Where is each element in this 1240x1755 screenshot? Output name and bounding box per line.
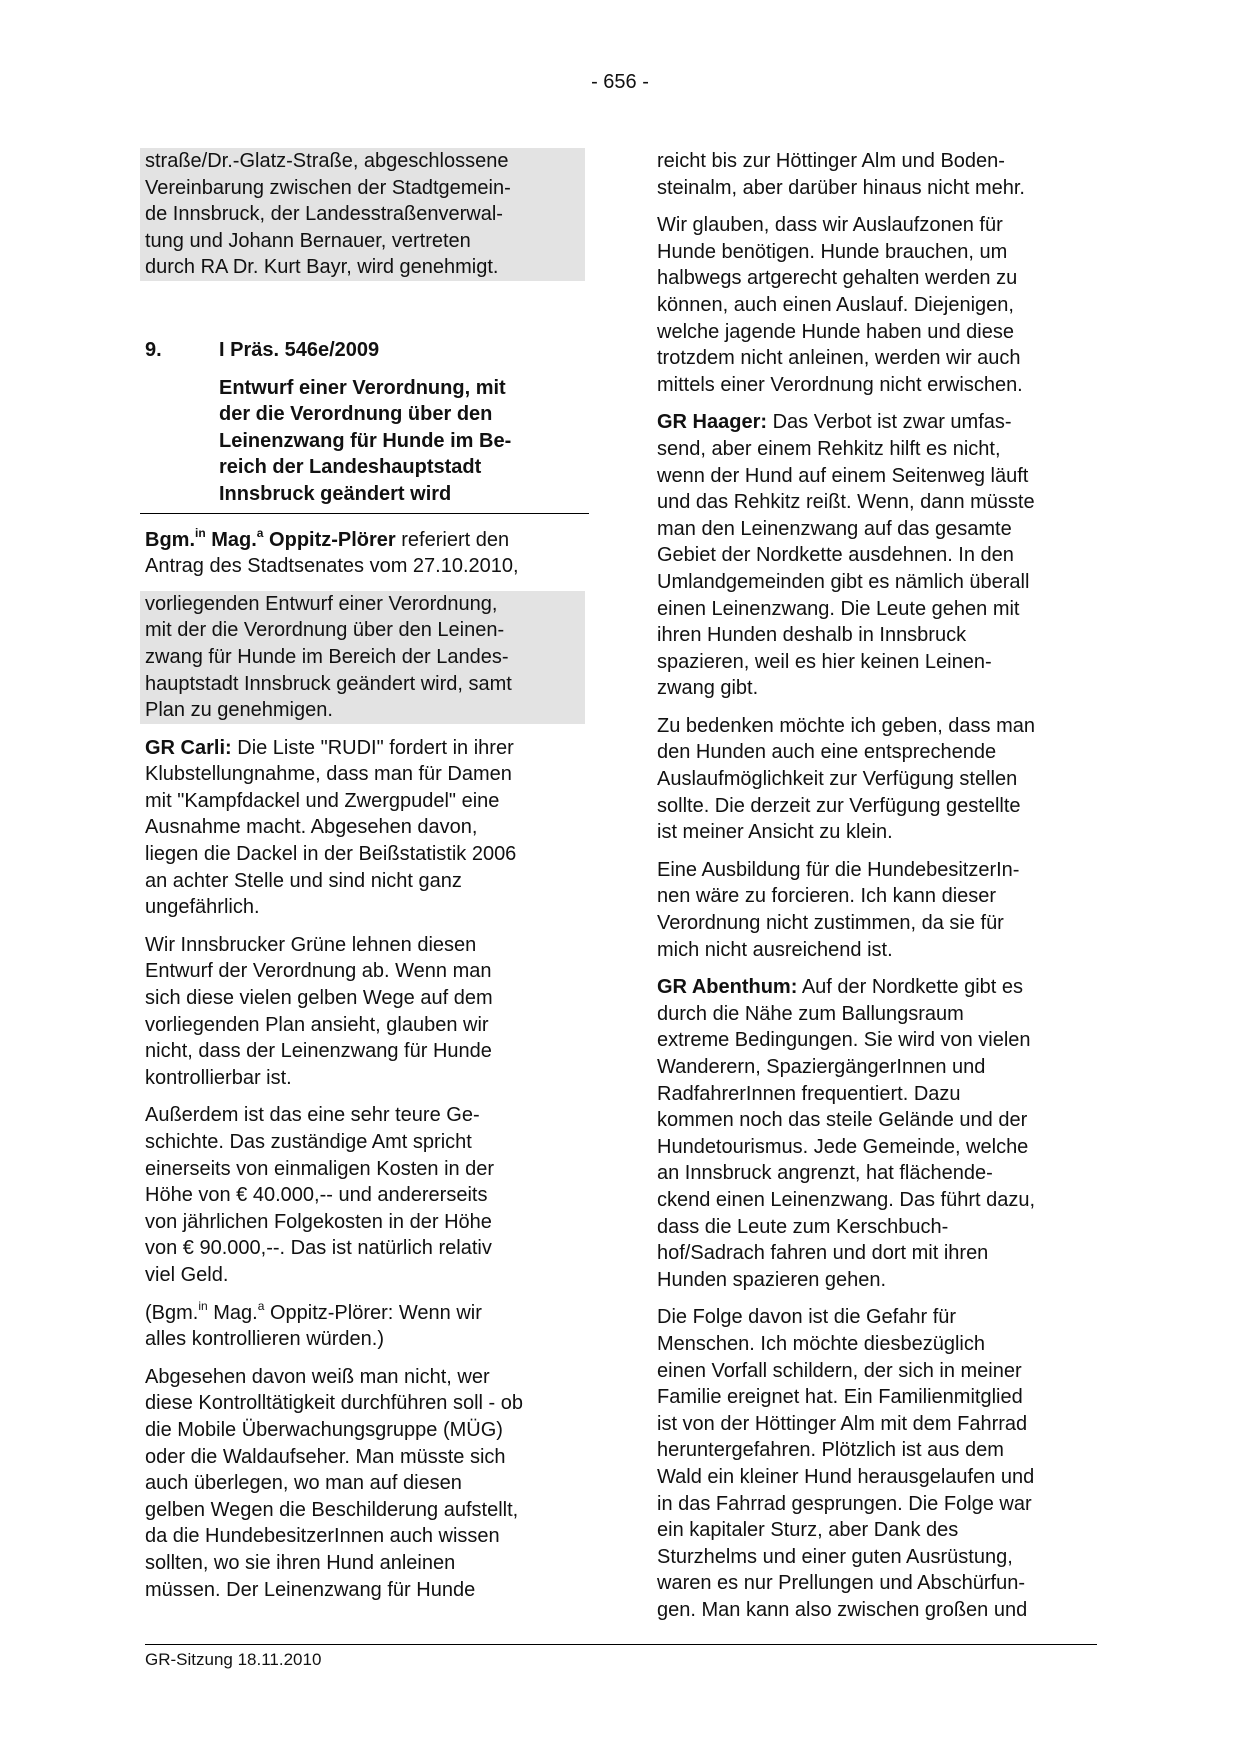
paragraph: Wir glauben, dass wir Auslaufzonen für Hunde benötigen. Hunde brauchen, um halbwegs artgerecht gehalten werden zu können, auch einen Auslauf. Diejenigen, welche jagende Hunde haben und diese trotzdem nicht anleinen, werden wir auch mittels einer Verordnung nicht erwischen. <box>657 214 1023 396</box>
right-column <box>657 148 1097 1634</box>
left-column <box>145 148 585 1614</box>
speech-abenthum: GR Abenthum: Auf der Nordkette gibt es durch die Nähe zum Ballungsraum extreme Bedingungen. Sie wird von vielen Wanderern, SpaziergängerInnen und RadfahrerInnen frequentiert. Dazu kommen noch das steile Gelände und der Hundetourismus. Jede Gemeinde, welche an Innsbruck angrenzt, hat flächende- ckend einen Leinenzwang. Das führt dazu, dass die Leute zum Kerschbuch- hof/Sadrach fahren und dort mit ihren Hunden spazieren gehen. <box>657 976 1036 1291</box>
speaker-carli: GR Carli: <box>145 736 232 759</box>
agenda-item-number: 9. <box>145 338 162 361</box>
agenda-item-heading <box>145 337 585 364</box>
paragraph: Die Folge davon ist die Gefahr für Menschen. Ich möchte diesbezüglich einen Vorfall schildern, der sich in meiner Familie ereignet hat. Ein Familienmitglied ist von der Höttinger Alm mit dem Fahrrad heruntergefahren. Plötzlich ist aus dem Wald ein kleiner Hund herausgelaufen und in das Fahrrad gesprungen. Die Folge war ein kapitaler Sturz, aber Dank des Sturzhelms und einer guten Ausrüstung, waren es nur Prellungen und Abschürfun- gen. Man kann also zwischen großen und <box>657 1306 1035 1621</box>
speaker-abenthum: GR Abenthum: <box>657 976 798 999</box>
paragraph: Eine Ausbildung für die HundebesitzerIn- nen wäre zu forcieren. Ich kann dieser Verordnung nicht zustimmen, da sie für mich nicht ausreichend ist. <box>657 858 1020 961</box>
mayor-report-paragraph: Bgm.$^{in}$ Mag.$^a$ Oppitz-Plörer referiert den Antrag des Stadtsenates vom 27.10.2010, <box>145 525 519 578</box>
paragraph: Wir Innsbrucker Grüne lehnen diesen Entwurf der Verordnung ab. Wenn man sich diese vielen gelben Wege auf dem vorliegenden Plan ansieht, glauben wir nicht, dass der Leinenzwang für Hunde kontrollierbar ist. <box>145 933 493 1089</box>
speech-carli: GR Carli: Die Liste "RUDI" fordert in ihrer Klubstellungnahme, dass man für Damen mit "Kampfdackel und Zwergpudel" eine Ausnahme macht. Abgesehen davon, liegen die Dackel in der Beißstatistik 2006 an achter Stelle und sind nicht ganz ungefährlich. <box>145 736 517 919</box>
speaker-haager: GR Haager: <box>657 411 768 434</box>
agenda-title-divider <box>140 513 589 514</box>
motion-text: vorliegenden Entwurf einer Verordnung, mit der die Verordnung über den Leinen- zwang für Hunde im Bereich der Landes- hauptstadt Innsbruck geändert wird, samt Plan zu genehmigen. <box>140 591 585 724</box>
resolution-text-prior-item: straße/Dr.-Glatz-Straße, abgeschlossene Vereinbarung zwischen der Stadtgemein- de Innsbruck, der Landesstraßenverwal- tung und Johann Bernauer, vertreten durch RA Dr. Kurt Bayr, wird genehmigt. <box>140 148 585 281</box>
paragraph: Zu bedenken möchte ich geben, dass man den Hunden auch eine entsprechende Auslaufmöglichkeit zur Verfügung stellen sollte. Die derzeit zur Verfügung gestellte ist meiner Ansicht zu klein. <box>657 714 1036 844</box>
speaker-mayor: Bgm.$^{in}$ Mag.$^a$ Oppitz-Plörer <box>145 525 396 551</box>
page-number: - 656 - <box>591 71 649 93</box>
paragraph: Abgesehen davon weiß man nicht, wer diese Kontrolltätigkeit durchführen soll - ob die Mobile Überwachungsgruppe (MÜG) oder die Waldaufseher. Man müsste sich auch überlegen, wo man auf diesen gelben Wegen die Beschilderung aufstellt, da die HundebesitzerInnen auch wissen sollten, wo sie ihren Hund anleinen müssen. Der Leinenzwang für Hunde <box>145 1365 523 1601</box>
agenda-item-code: I Präs. 546e/2009 <box>219 338 380 361</box>
footer-session-date: GR-Sitzung 18.11.2010 <box>145 1650 322 1669</box>
speech-haager: GR Haager: Das Verbot ist zwar umfas- send, aber einem Rehkitz hilft es nicht, wenn der Hund auf einem Seitenweg läuft und das Rehkitz reißt. Wenn, dann müsste man den Leinenzwang auf das gesamte Gebiet der Nordkette ausdehnen. In den Umlandgemeinden gibt es nämlich überall einen Leinenzwang. Die Leute gehen mit ihren Hunden deshalb in Innsbruck spazieren, weil es hier keinen Leinen- zwang gibt. <box>657 411 1035 700</box>
paragraph: reicht bis zur Höttinger Alm und Boden- steinalm, aber darüber hinaus nicht mehr. <box>657 150 1025 199</box>
footer-divider <box>145 1644 1097 1645</box>
interjection: (Bgm.$^{in}$ Mag.$^a$ Oppitz-Plörer: Wenn wir alles kontrollieren würden.) <box>145 1298 482 1351</box>
agenda-item-title: Entwurf einer Verordnung, mit der die Verordnung über den Leinenzwang für Hunde im Be- reich der Landeshauptstadt Innsbruck geändert wird <box>219 376 512 505</box>
paragraph: Außerdem ist das eine sehr teure Ge- schichte. Das zuständige Amt spricht einerseits von einmaligen Kosten in der Höhe von € 40.000,-- und andererseits von jährlichen Folgekosten in der Höhe von € 90.000,--. Das ist natürlich relativ viel Geld. <box>145 1104 495 1286</box>
